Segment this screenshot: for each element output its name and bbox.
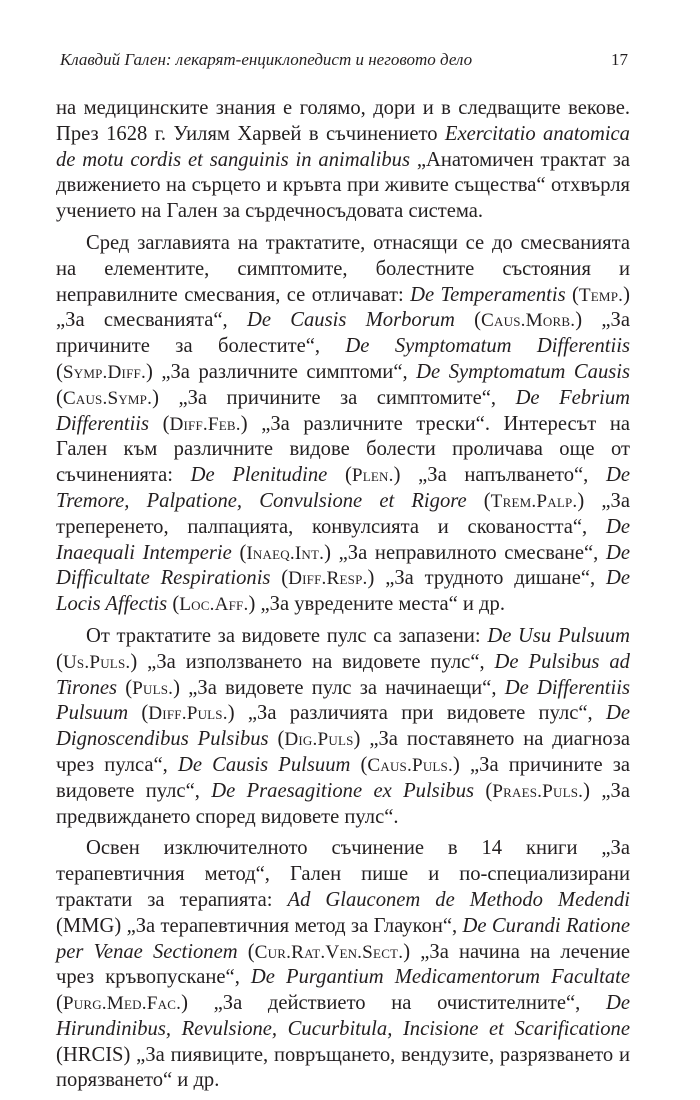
text-run: ( [167,593,180,616]
text-run: ) „За напълването“, [393,464,606,487]
abbreviation: Loc.Aff. [179,594,249,616]
abbreviation: Caus.Puls. [367,754,453,776]
text-run: ) „За трудното дишане“, [367,567,606,590]
text-run: ) „За смесванията“, [56,283,630,332]
latin-title: De Praesagitione ex Pulsibus [211,779,475,802]
text-run: ) „За причините за симптомите“, [152,386,516,409]
text-run: ( [565,283,579,306]
text-run: ( [56,360,63,383]
abbreviation: Caus.Morb. [481,310,576,332]
text-run: Сред заглавията на трактатите, отнасящи се до смесванията на елементите, симптомите, болестните състояния и неправилните смесвания, се отличават: [56,231,630,306]
text-run: ( [454,309,482,332]
text-run: ( [237,940,255,963]
latin-title: De Inaequali Intemperie [56,515,630,564]
latin-title: Ad Glauconem de Methodo Medendi [287,888,630,911]
text-run: ( [149,412,170,435]
paragraph [56,836,630,1094]
paragraph [56,96,630,225]
abbreviation: Plen. [351,465,394,487]
paragraph [56,231,630,618]
latin-title: De Symptomatum Causis [416,360,631,383]
running-header [58,50,628,74]
latin-title: De Difficultate Respirationis [56,541,630,590]
abbreviation: Diff.Feb. [169,413,241,435]
text-run: ) „За неправилното смесване“, [324,541,606,564]
latin-title: De Locis Affectis [56,567,630,616]
text-run: ) „За причините за видовете пулс“, [56,753,630,802]
latin-title: De Usu Pulsuum [487,624,630,647]
latin-title: De Tremore, Palpatione, Convulsione et Rigore [56,464,630,512]
latin-title: De Plenitudine [190,464,328,487]
latin-title: De Differentiis Pulsuum [56,676,630,725]
abbreviation: Trem.Palp. [490,490,578,512]
text-run: ) „За начина на лечение чрез кръвопускане“, [56,940,630,989]
latin-title: De Dignoscendibus Pulsibus [56,702,630,751]
abbreviation: Dig.Puls [284,729,354,751]
text-run: ( [128,702,149,725]
text-run: (MMG) „За терапевтичния метод за Глаукон“, [56,914,463,937]
text-run: ) „За различните трески“. Интересът на Гален към различните видове болести проличава още от съчиненията: [56,412,631,487]
text-run: ) „За причините за болестите“, [56,309,631,358]
latin-title: De Hirundinibus, Revulsione, Cucurbitula, Incisione et Scarificatione [56,992,630,1040]
text-run: ( [350,753,368,776]
text-run: ) „За поставянето на диагноза чрез пулса“, [56,728,630,776]
latin-title: Exercitatio anatomica de motu cordis et sanguinis in animalibus [56,122,630,171]
text-run: ( [56,386,63,409]
abbreviation: Praes.Puls. [492,780,584,802]
abbreviation: Temp. [578,284,624,306]
text-run: ) „За използването на видовете пулс“, [130,650,495,673]
abbreviation: Diff.Puls. [148,703,228,725]
text-run: ) „За увредените места“ и др. [248,593,505,616]
abbreviation: Cur.Rat.Ven.Sect. [254,941,404,963]
text-run: ( [56,650,63,673]
text-run: ( [327,464,352,487]
text-run: ) „За различията при видовете пулс“, [227,702,606,725]
abbreviation: Inaeq.Int. [246,542,325,564]
latin-title: De Febrium Differentiis [56,386,630,435]
abbreviation: Caus.Symp. [62,387,153,409]
text-run: ( [56,992,63,1015]
latin-title: De Purgantium Medicamentorum Facultate [250,966,630,989]
body-text [56,96,630,1100]
latin-title: De Symptomatum Differentiis [345,335,630,358]
text-run: ) „За видовете пулс за начинаещи“, [173,676,505,699]
text-run: ) „За различните симптоми“, [145,360,417,383]
text-run: ) „За действието на очистителните“, [181,992,606,1015]
text-run: От трактатите за видовете пулс са запазени: [86,624,488,647]
text-run: Освен изключителното съчинение в 14 книги „За терапевтичния метод“, Гален пише и по-специализирани трактати за терапията: [56,837,630,911]
text-run: на медицинските знания е голямо, дори и в следващите векове. През 1628 г. Уилям Харвей в съчинението [56,97,630,145]
text-run: ( [268,728,285,751]
latin-title: De Pulsibus ad Tirones [56,650,630,699]
latin-title: De Curandi Ratione per Venae Sectionem [56,914,630,963]
text-run: ) „За предвиждането според видовете пулс“. [56,779,630,828]
paragraph [56,624,630,830]
abbreviation: Purg.Med.Fac. [62,993,182,1015]
text-run: ( [270,567,289,590]
text-run: ) „За треперенето, палпацията, конвулсията и сковаността“, [56,489,630,538]
text-run: ( [117,676,133,699]
text-run: ( [466,489,491,512]
abbreviation: Diff.Resp. [288,568,368,590]
text-run: ( [474,779,493,802]
text-run: ( [231,541,247,564]
latin-title: De Causis Pulsuum [177,753,351,776]
abbreviation: Us.Puls. [62,651,131,673]
running-title: Клавдий Гален: лекарят-енциклопедист и неговото дело [60,50,473,69]
latin-title: De Causis Morborum [246,309,455,332]
text-run: (HRCIS) „За пиявиците, повръщането, вендузите, разрязването и порязването“ и др. [56,1043,630,1092]
abbreviation: Symp.Diff. [62,361,146,383]
text-run: „Анатомичен трактат за движението на сърцето и кръвта при живите същества“ отхвърля учението на Гален за сърдечносъдовата система. [56,148,630,223]
abbreviation: Puls. [132,677,174,699]
latin-title: De Temperamentis [410,283,566,306]
page-number: 17 [611,50,628,69]
